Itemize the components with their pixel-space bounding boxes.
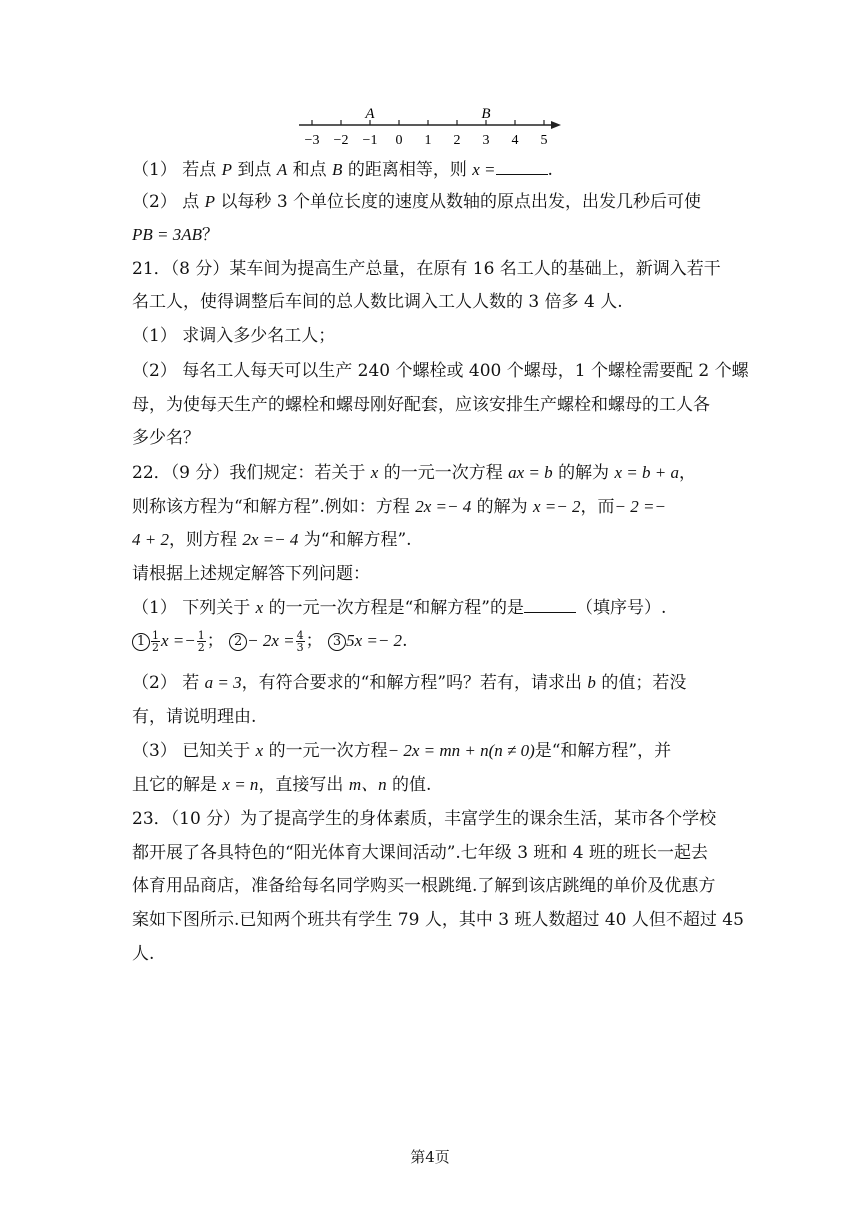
q20-part2-line1: （2） 点 P 以每秒 3 个单位长度的速度从数轴的原点出发，出发几秒后可使 [132, 192, 702, 212]
number-line-tick-label: 4 [511, 133, 519, 146]
q21-line4: （2） 每名工人每天可以生产 240 个螺栓或 400 个螺母，1 个螺栓需要配 2 个螺 [132, 361, 749, 381]
q22-line1: 22．（9 分）我们规定：若关于 x 的一元一次方程 ax = b 的解为 x = b + a， [132, 463, 696, 483]
number-line-tick-label: −3 [304, 133, 320, 146]
fraction: $\frac{4}{3}$ [296, 629, 304, 654]
number-line-tick-label: 1 [424, 133, 432, 146]
number-line-tick-label: 5 [540, 133, 548, 146]
q22-line3: 4 + 2，则方程 2x =− 4 为“和解方程”. [132, 530, 412, 550]
q23-line1: 23．（10 分）为了提高学生的身体素质，丰富学生的课余生活，某市各个学校 [132, 809, 717, 829]
q21-line5: 母，为使每天生产的螺栓和螺母刚好配套，应该安排生产螺栓和螺母的工人各 [132, 395, 710, 415]
number-line-tick-label: −2 [333, 133, 349, 146]
number-line-tick-label: 2 [453, 133, 461, 146]
page-number: 第4页 [410, 1148, 450, 1166]
answer-blank [496, 158, 548, 175]
q22-line6-options: 1 $\frac{1}{2}$ x =− $\frac{1}{2}$ ； 2 − 2x = $\frac{4}{3}$ ； 3 5x =− 2. [132, 628, 732, 654]
number-line-arrow [551, 121, 561, 129]
circled-2: 2 [229, 633, 247, 651]
q22-line4: 请根据上述规定解答下列问题： [132, 564, 370, 584]
q20-part1: （1） 若点 P 到点 A 和点 B 的距离相等，则 x = . [132, 160, 553, 180]
q23-line3: 体育用品商店，准备给每名同学购买一根跳绳.了解到该店跳绳的单价及优惠方 [132, 876, 716, 896]
q21-line2: 名工人，使得调整后车间的总人数比调入工人人数的 3 倍多 4 人. [132, 292, 623, 312]
point-b-label: B [481, 106, 491, 122]
number-line-tick-label: 0 [395, 133, 403, 146]
q21-line1: 21．（8 分）某车间为提高生产总量，在原有 16 名工人的基础上，新调入若干 [132, 259, 721, 279]
q22-line5: （1） 下列关于 x 的一元一次方程是“和解方程”的是 （填序号）. [132, 598, 667, 618]
q22-line7: （2） 若 a = 3，有符合要求的“和解方程”吗？若有，请求出 b 的值；若没 [132, 673, 687, 693]
fraction: $\frac{1}{2}$ [152, 629, 159, 654]
number-line-figure [295, 100, 565, 146]
q22-line2: 则称该方程为“和解方程”.例如：方程 2x =− 4 的解为 x =− 2，而− 2 =− [132, 497, 666, 517]
point-a-label: A [365, 106, 375, 122]
q21-line6: 多少名？ [132, 428, 200, 448]
q21-line3: （1） 求调入多少名工人； [132, 326, 336, 346]
q23-line2: 都开展了各具特色的“阳光体育大课间活动”.七年级 3 班和 4 班的班长一起去 [132, 843, 709, 863]
circled-3: 3 [328, 633, 346, 651]
q22-line10: 且它的解是 x = n，直接写出 m、n 的值. [132, 775, 432, 795]
number-line-tick-label: −1 [362, 133, 378, 146]
q20-part2-line2: PB = 3AB？ [132, 225, 220, 245]
answer-blank [524, 596, 576, 613]
fraction: $\frac{1}{2}$ [197, 629, 205, 654]
q22-line8: 有，请说明理由. [132, 707, 257, 727]
q22-line9: （3） 已知关于 x 的一元一次方程− 2x = mn + n(n ≠ 0)是“和解方程”，并 [132, 741, 672, 761]
number-line-tick-label: 3 [482, 133, 490, 146]
circled-1: 1 [132, 633, 150, 651]
q23-line4: 案如下图所示.已知两个班共有学生 79 人，其中 3 班人数超过 40 人但不超过 45 [132, 910, 744, 930]
q23-line5: 人. [132, 944, 155, 964]
